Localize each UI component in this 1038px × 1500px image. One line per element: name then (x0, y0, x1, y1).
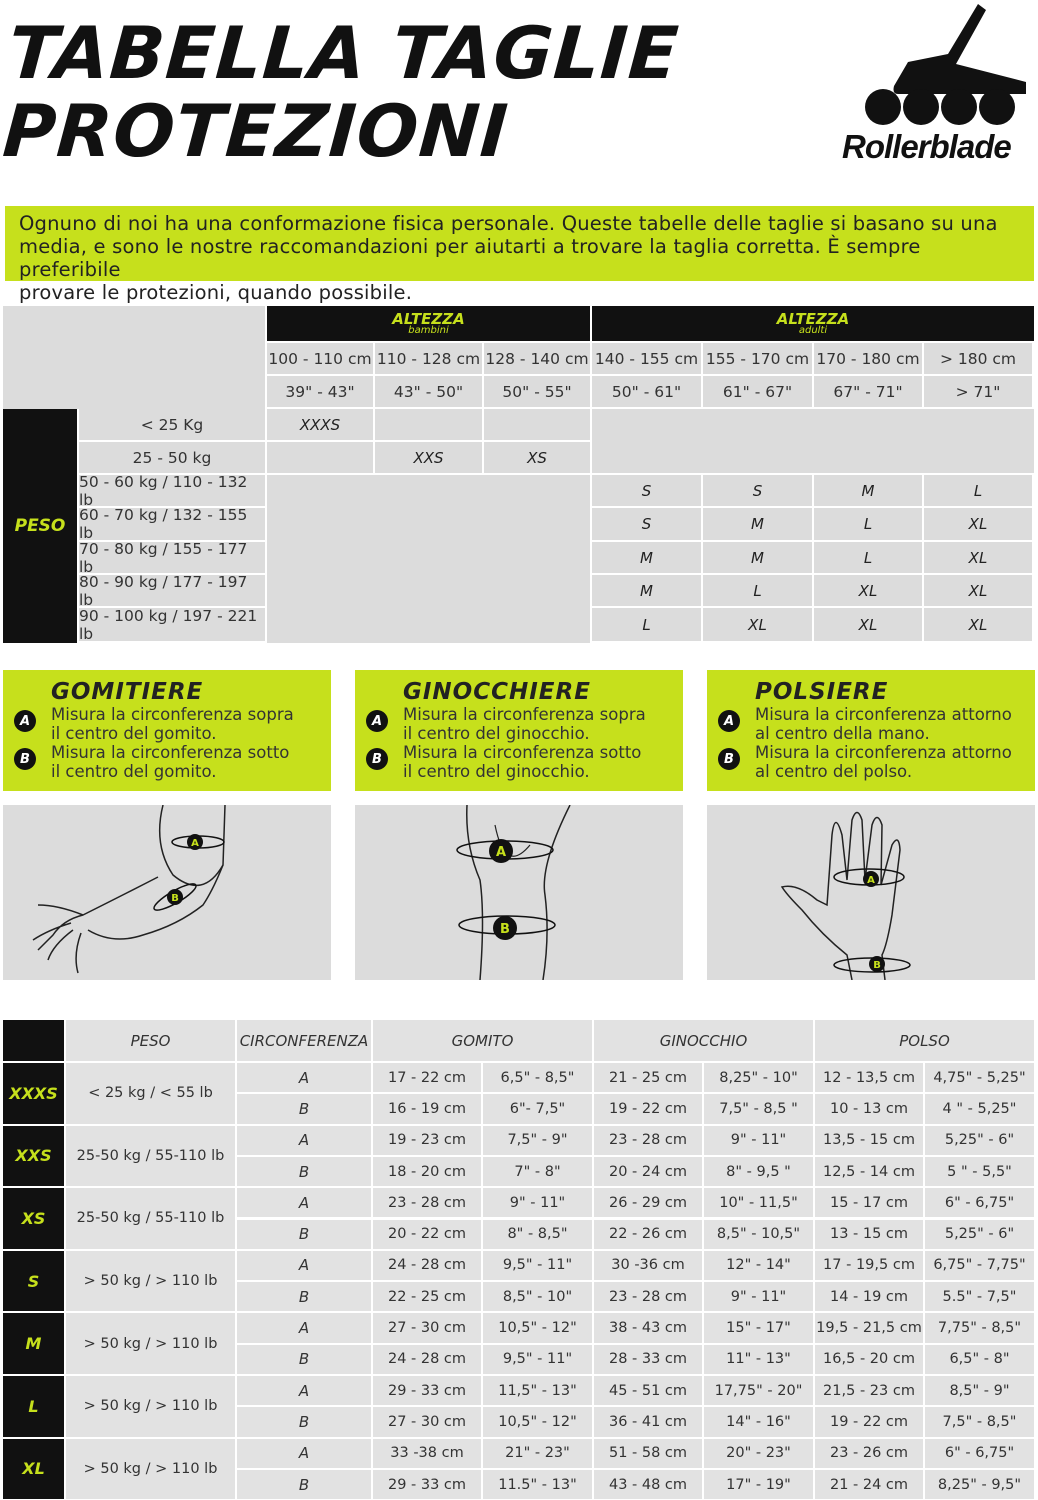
elbow-illustration (3, 805, 331, 980)
value-cell: 21 - 24 cm (815, 1470, 923, 1499)
value-cell: 14 - 19 cm (815, 1282, 923, 1311)
intro-line: Ognuno di noi ha una conformazione fisica personale. Queste tabelle delle taglie si basano su una (19, 212, 998, 235)
column-header: PESO (66, 1020, 235, 1061)
size-cell: XL (814, 575, 922, 606)
size-cell: M (814, 475, 922, 506)
weight-label: 60 - 70 kg / 132 - 155 lb (79, 508, 265, 540)
size-label: XL (3, 1439, 64, 1500)
value-cell: 17,75" - 20" (704, 1376, 813, 1405)
value-cell: 11,5" - 13" (483, 1376, 592, 1405)
size-label: M (3, 1313, 64, 1374)
size-cell-empty (267, 442, 373, 473)
adults-height-header (592, 306, 1034, 341)
svg-text:A: A (867, 875, 875, 886)
value-cell: 29 - 33 cm (373, 1470, 481, 1499)
circ-letter: B (237, 1407, 371, 1436)
value-cell: 38 - 43 cm (594, 1313, 702, 1342)
circ-letter: B (237, 1345, 371, 1374)
value-cell: 12 - 13,5 cm (815, 1063, 923, 1092)
wrist-illustration (707, 805, 1035, 980)
height-in: 50" - 61" (592, 376, 701, 407)
size-cell: XS (484, 442, 590, 473)
value-cell: 5,25" - 6" (925, 1126, 1034, 1155)
box-line-b1: Misura la circonferenza attorno (755, 743, 1012, 762)
size-cell: M (592, 542, 701, 573)
height-cm: 128 - 140 cm (484, 343, 590, 374)
value-cell: 15" - 17" (704, 1313, 813, 1342)
value-cell: 19 - 23 cm (373, 1126, 481, 1155)
value-cell: 12,5 - 14 cm (815, 1157, 923, 1186)
column-header: GOMITO (373, 1020, 592, 1061)
value-cell: 6,5" - 8" (925, 1345, 1034, 1374)
value-cell: 4,75" - 5,25" (925, 1063, 1034, 1092)
elbow-icon (3, 805, 331, 980)
value-cell: 43 - 48 cm (594, 1470, 702, 1499)
adults-blank-area (592, 409, 1034, 473)
size-cell: L (592, 608, 701, 641)
weight-label: 90 - 100 kg / 197 - 221 lb (79, 608, 265, 641)
size-cell: XXS (375, 442, 482, 473)
height-cm: 140 - 155 cm (592, 343, 701, 374)
badge-a-icon: A (718, 710, 740, 732)
weight-label: 50 - 60 kg / 110 - 132 lb (79, 475, 265, 506)
circ-letter: A (237, 1439, 371, 1468)
height-in: > 71" (924, 376, 1032, 407)
height-in: 61" - 67" (703, 376, 812, 407)
value-cell: 6"- 7,5" (483, 1094, 592, 1123)
box-line-b2: al centro del polso. (755, 762, 913, 781)
value-cell: 11" - 13" (704, 1345, 813, 1374)
weight-label: 70 - 80 kg / 155 - 177 lb (79, 542, 265, 573)
value-cell: 6" - 6,75" (925, 1188, 1034, 1217)
value-cell: 7,5" - 8,5" (925, 1407, 1034, 1436)
badge-b-icon: B (14, 748, 36, 770)
value-cell: 33 -38 cm (373, 1439, 481, 1468)
value-cell: 16,5 - 20 cm (815, 1345, 923, 1374)
svg-text:A: A (191, 838, 199, 849)
intro-banner (5, 206, 1034, 304)
value-cell: 21 - 25 cm (594, 1063, 702, 1092)
peso-cell: 25-50 kg / 55-110 lb (66, 1188, 235, 1249)
value-cell: 9" - 11" (704, 1126, 813, 1155)
size-label: XS (3, 1188, 64, 1249)
height-in: 50" - 55" (484, 376, 590, 407)
kids-height-header (267, 306, 590, 341)
value-cell: 12" - 14" (704, 1251, 813, 1280)
intro-line: provare le protezioni, quando possibile. (19, 281, 413, 304)
weight-label: < 25 Kg (79, 409, 265, 440)
size-cell: XL (924, 608, 1032, 641)
value-cell: 15 - 17 cm (815, 1188, 923, 1217)
value-cell: 27 - 30 cm (373, 1407, 481, 1436)
weight-label: 80 - 90 kg / 177 - 197 lb (79, 575, 265, 606)
circ-letter: A (237, 1251, 371, 1280)
value-cell: 8,25" - 10" (704, 1063, 813, 1092)
circ-letter: A (237, 1188, 371, 1217)
peso-cell: 25-50 kg / 55-110 lb (66, 1126, 235, 1187)
hand-icon (707, 805, 1035, 980)
value-cell: 19 - 22 cm (594, 1094, 702, 1123)
value-cell: 16 - 19 cm (373, 1094, 481, 1123)
size-cell: M (703, 508, 812, 540)
page-title (0, 11, 682, 173)
size-cell: XXXS (267, 409, 373, 440)
value-cell: 19,5 - 21,5 cm (815, 1313, 923, 1342)
value-cell: 7,75" - 8,5" (925, 1313, 1034, 1342)
value-cell: 11.5" - 13" (483, 1470, 592, 1499)
height-cm: 155 - 170 cm (703, 343, 812, 374)
size-cell: XL (924, 508, 1032, 540)
value-cell: 19 - 22 cm (815, 1407, 923, 1436)
value-cell: 23 - 28 cm (373, 1188, 481, 1217)
size-label: L (3, 1376, 64, 1437)
value-cell: 10 - 13 cm (815, 1094, 923, 1123)
size-cell: M (703, 542, 812, 573)
box-line-b2: il centro del ginocchio. (403, 762, 590, 781)
size-cell: XL (924, 542, 1032, 573)
value-cell: 8" - 9,5 " (704, 1157, 813, 1186)
value-cell: 28 - 33 cm (594, 1345, 702, 1374)
elbow-guard-box (3, 670, 331, 791)
svg-text:A: A (495, 845, 507, 860)
column-header: POLSO (815, 1020, 1034, 1061)
peso-cell: < 25 kg / < 55 lb (66, 1063, 235, 1124)
weight-label: 25 - 50 kg (79, 442, 265, 473)
value-cell: 45 - 51 cm (594, 1376, 702, 1405)
value-cell: 24 - 28 cm (373, 1251, 481, 1280)
badge-b-icon: B (718, 748, 740, 770)
height-cm: > 180 cm (924, 343, 1032, 374)
size-label: XXXS (3, 1063, 64, 1124)
brand-name: Rollerblade (842, 128, 1011, 165)
badge-b-icon: B (366, 748, 388, 770)
value-cell: 21,5 - 23 cm (815, 1376, 923, 1405)
size-cell: L (814, 542, 922, 573)
height-cm: 170 - 180 cm (814, 343, 922, 374)
value-cell: 5 " - 5,5" (925, 1157, 1034, 1186)
peso-cell: > 50 kg / > 110 lb (66, 1376, 235, 1437)
value-cell: 26 - 29 cm (594, 1188, 702, 1217)
peso-cell: > 50 kg / > 110 lb (66, 1439, 235, 1500)
size-cell-empty (375, 409, 482, 440)
value-cell: 18 - 20 cm (373, 1157, 481, 1186)
size-cell-empty (484, 409, 590, 440)
height-in: 39" - 43" (267, 376, 373, 407)
value-cell: 22 - 25 cm (373, 1282, 481, 1311)
box-line-a1: Misura la circonferenza sopra (403, 705, 646, 724)
value-cell: 8" - 8,5" (483, 1220, 592, 1249)
value-cell: 23 - 28 cm (594, 1126, 702, 1155)
size-cell: L (703, 575, 812, 606)
kids-blank-area (267, 475, 590, 643)
value-cell: 21" - 23" (483, 1439, 592, 1468)
box-line-a2: al centro della mano. (755, 724, 930, 743)
size-cell: M (592, 575, 701, 606)
box-title: GINOCCHIERE (403, 679, 591, 705)
value-cell: 8,5" - 9" (925, 1376, 1034, 1405)
badge-a-icon: A (366, 710, 388, 732)
adults-header-sub: adulti (798, 324, 828, 336)
size-label: S (3, 1251, 64, 1312)
value-cell: 8,5" - 10" (483, 1282, 592, 1311)
value-cell: 8,25" - 9,5" (925, 1470, 1034, 1499)
height-in: 67" - 71" (814, 376, 922, 407)
value-cell: 13 - 15 cm (815, 1220, 923, 1249)
kids-header-title: ALTEZZA (392, 309, 465, 328)
value-cell: 5,25" - 6" (925, 1220, 1034, 1249)
peso-label: PESO (3, 409, 77, 643)
svg-text:B: B (500, 922, 510, 937)
box-line-a2: il centro del gomito. (51, 724, 217, 743)
box-title: GOMITIERE (51, 679, 204, 705)
value-cell: 7,5" - 8,5 " (704, 1094, 813, 1123)
value-cell: 7,5" - 9" (483, 1126, 592, 1155)
value-cell: 6" - 6,75" (925, 1439, 1034, 1468)
value-cell: 6,75" - 7,75" (925, 1251, 1034, 1280)
value-cell: 10" - 11,5" (704, 1188, 813, 1217)
page-title-line1: TABELLA TAGLIE (5, 11, 682, 95)
box-line-a1: Misura la circonferenza attorno (755, 705, 1012, 724)
value-cell: 20 - 22 cm (373, 1220, 481, 1249)
adults-header-title: ALTEZZA (776, 309, 850, 328)
badge-a-icon: A (14, 710, 36, 732)
value-cell: 23 - 26 cm (815, 1439, 923, 1468)
size-cell: L (814, 508, 922, 540)
column-header: CIRCONFERENZA (237, 1020, 371, 1061)
box-line-a1: Misura la circonferenza sopra (51, 705, 294, 724)
box-line-a2: il centro del ginocchio. (403, 724, 590, 743)
circ-letter: A (237, 1063, 371, 1092)
size-cell: L (924, 475, 1032, 506)
value-cell: 17 - 19,5 cm (815, 1251, 923, 1280)
value-cell: 20 - 24 cm (594, 1157, 702, 1186)
value-cell: 8,5" - 10,5" (704, 1220, 813, 1249)
box-line-b2: il centro del gomito. (51, 762, 217, 781)
peso-cell: > 50 kg / > 110 lb (66, 1251, 235, 1312)
size-cell: S (703, 475, 812, 506)
value-cell: 29 - 33 cm (373, 1376, 481, 1405)
knee-icon (355, 805, 683, 980)
value-cell: 7" - 8" (483, 1157, 592, 1186)
circ-letter: B (237, 1282, 371, 1311)
circ-letter: A (237, 1313, 371, 1342)
column-header: GINOCCHIO (594, 1020, 813, 1061)
wrist-guard-box (707, 670, 1035, 791)
size-cell: S (592, 508, 701, 540)
value-cell: 9,5" - 11" (483, 1251, 592, 1280)
circ-letter: B (237, 1157, 371, 1186)
size-label: XXS (3, 1126, 64, 1187)
value-cell: 9" - 11" (483, 1188, 592, 1217)
circ-letter: B (237, 1094, 371, 1123)
value-cell: 23 - 28 cm (594, 1282, 702, 1311)
value-cell: 13,5 - 15 cm (815, 1126, 923, 1155)
peso-cell: > 50 kg / > 110 lb (66, 1313, 235, 1374)
value-cell: 4 " - 5,25" (925, 1094, 1034, 1123)
height-in: 43" - 50" (375, 376, 482, 407)
size-cell: S (592, 475, 701, 506)
intro-line: media, e sono le nostre raccomandazioni per aiutarti a trovare la taglia corretta. È sempre preferibile (19, 235, 921, 281)
size-table (3, 306, 1034, 643)
value-cell: 6,5" - 8,5" (483, 1063, 592, 1092)
value-cell: 9" - 11" (704, 1282, 813, 1311)
svg-text:B: B (171, 893, 179, 904)
corner-blank (3, 306, 265, 409)
circ-letter: B (237, 1220, 371, 1249)
box-line-b1: Misura la circonferenza sotto (51, 743, 290, 762)
value-cell: 22 - 26 cm (594, 1220, 702, 1249)
knee-guard-box (355, 670, 683, 791)
size-cell: XL (924, 575, 1032, 606)
corner-black (3, 1020, 64, 1061)
page-title-line2: PROTEZIONI (0, 89, 512, 173)
value-cell: 9,5" - 11" (483, 1345, 592, 1374)
circ-letter: A (237, 1376, 371, 1405)
size-cell: XL (814, 608, 922, 641)
value-cell: 17 - 22 cm (373, 1063, 481, 1092)
value-cell: 10,5" - 12" (483, 1313, 592, 1342)
value-cell: 30 -36 cm (594, 1251, 702, 1280)
value-cell: 5.5" - 7,5" (925, 1282, 1034, 1311)
value-cell: 51 - 58 cm (594, 1439, 702, 1468)
kids-header-sub: bambini (408, 324, 449, 336)
value-cell: 24 - 28 cm (373, 1345, 481, 1374)
value-cell: 17" - 19" (704, 1470, 813, 1499)
height-cm: 110 - 128 cm (375, 343, 482, 374)
box-title: POLSIERE (755, 679, 889, 705)
measure-table (3, 1020, 1034, 1499)
circ-letter: B (237, 1470, 371, 1499)
knee-illustration (355, 805, 683, 980)
box-line-b1: Misura la circonferenza sotto (403, 743, 642, 762)
value-cell: 27 - 30 cm (373, 1313, 481, 1342)
value-cell: 36 - 41 cm (594, 1407, 702, 1436)
circ-letter: A (237, 1126, 371, 1155)
value-cell: 20" - 23" (704, 1439, 813, 1468)
value-cell: 14" - 16" (704, 1407, 813, 1436)
size-cell: XL (703, 608, 812, 641)
svg-text:B: B (873, 960, 881, 971)
value-cell: 10,5" - 12" (483, 1407, 592, 1436)
height-cm: 100 - 110 cm (267, 343, 373, 374)
